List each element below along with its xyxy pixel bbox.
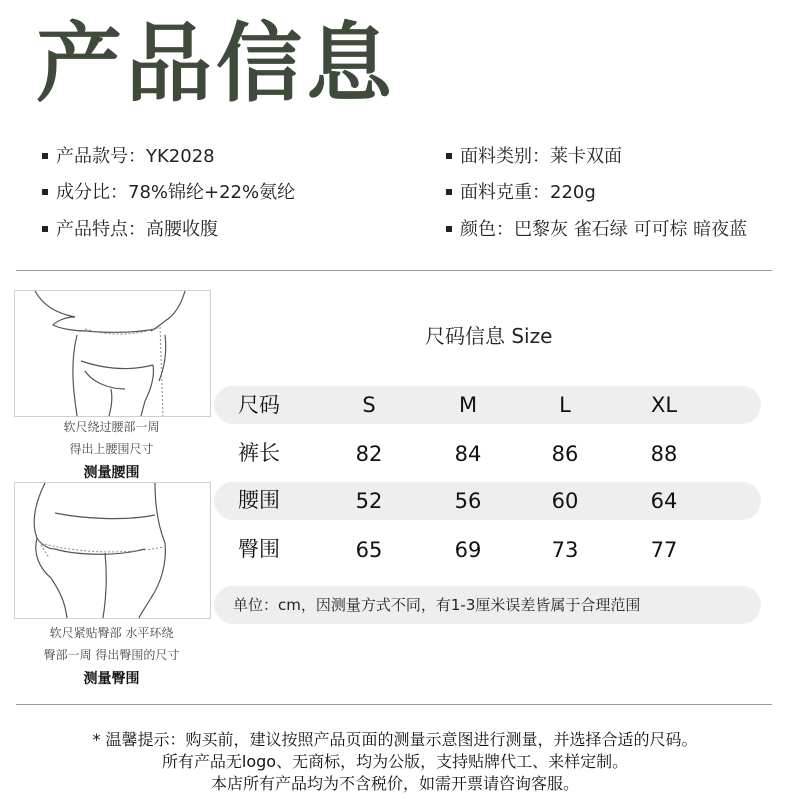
hip-caption-1: 软尺紧贴臀部 水平环绕 <box>49 626 174 640</box>
bullet-icon <box>42 189 48 195</box>
size-row-label: 裤长 <box>238 441 280 465</box>
size-note: 单位：cm，因测量方式不同，有1-3厘米误差皆属于合理范围 <box>233 596 641 614</box>
size-cell: 73 <box>551 538 579 562</box>
info-label: 面料类别： <box>460 146 550 167</box>
info-style-number <box>42 145 215 169</box>
bullet-icon <box>42 153 48 159</box>
size-cell: 60 <box>551 489 579 513</box>
size-cell: 88 <box>650 442 678 466</box>
size-header-l: L <box>559 393 571 417</box>
hip-measure-illustration <box>14 482 211 619</box>
info-value: 78%锦纶+22%氨纶 <box>128 182 296 203</box>
bullet-icon <box>446 189 452 195</box>
tip-line-1: * 温馨提示：购买前，建议按照产品页面的测量示意图进行测量，并选择合适的尺码。 <box>92 730 698 749</box>
info-label: 面料克重： <box>460 182 550 203</box>
size-header-s: S <box>362 393 376 417</box>
size-cell: 86 <box>551 442 579 466</box>
size-row-band <box>214 482 761 520</box>
info-feature <box>42 218 218 242</box>
divider <box>16 270 772 271</box>
waist-caption-2: 得出上腰围尺寸 <box>69 442 154 456</box>
size-row-label: 臀围 <box>238 537 280 561</box>
size-header-xl: XL <box>650 393 678 417</box>
divider <box>16 704 772 705</box>
info-label: 颜色： <box>460 219 514 240</box>
size-header-label: 尺码 <box>238 393 280 417</box>
size-header-band <box>214 386 761 424</box>
waist-caption-1: 软尺绕过腰部一周 <box>63 420 160 434</box>
tip-line-3: 本店所有产品均为不含税价，如需开票请咨询客服。 <box>210 774 579 793</box>
size-row-label: 腰围 <box>238 488 280 512</box>
page-title: 产品信息 <box>36 14 396 114</box>
info-label: 产品款号： <box>56 146 146 167</box>
info-colors <box>446 218 747 242</box>
info-value: 220g <box>550 182 596 203</box>
tip-line-2: 所有产品无logo、无商标，均为公版，支持贴牌代工、来样定制。 <box>161 752 629 771</box>
size-header-m: M <box>458 393 478 417</box>
bullet-icon <box>446 226 452 232</box>
bullet-icon <box>446 153 452 159</box>
waist-measure-illustration <box>14 290 211 417</box>
waist-figure-icon <box>15 291 210 416</box>
size-cell: 77 <box>650 538 678 562</box>
waist-measure-title: 测量腰围 <box>83 465 140 481</box>
size-cell: 69 <box>454 538 482 562</box>
info-value: 巴黎灰 雀石绿 可可棕 暗夜蓝 <box>514 219 748 240</box>
info-label: 成分比： <box>56 182 128 203</box>
info-value: 高腰收腹 <box>146 219 218 240</box>
info-value: 莱卡双面 <box>550 146 622 167</box>
info-fabric-type <box>446 145 622 169</box>
size-cell: 84 <box>454 442 482 466</box>
size-table-title: 尺码信息 Size <box>425 324 553 348</box>
hip-figure-icon <box>15 483 210 618</box>
info-fabric-weight <box>446 181 596 205</box>
hip-measure-title: 测量臀围 <box>83 671 140 687</box>
info-composition <box>42 181 295 205</box>
size-cell: 56 <box>454 489 482 513</box>
info-value: YK2028 <box>146 146 215 167</box>
size-cell: 64 <box>650 489 678 513</box>
size-cell: 82 <box>355 442 383 466</box>
size-cell: 65 <box>355 538 383 562</box>
bullet-icon <box>42 226 48 232</box>
hip-caption-2: 臀部一周 得出臀围的尺寸 <box>43 648 180 662</box>
info-label: 产品特点： <box>56 219 146 240</box>
size-cell: 52 <box>355 489 383 513</box>
